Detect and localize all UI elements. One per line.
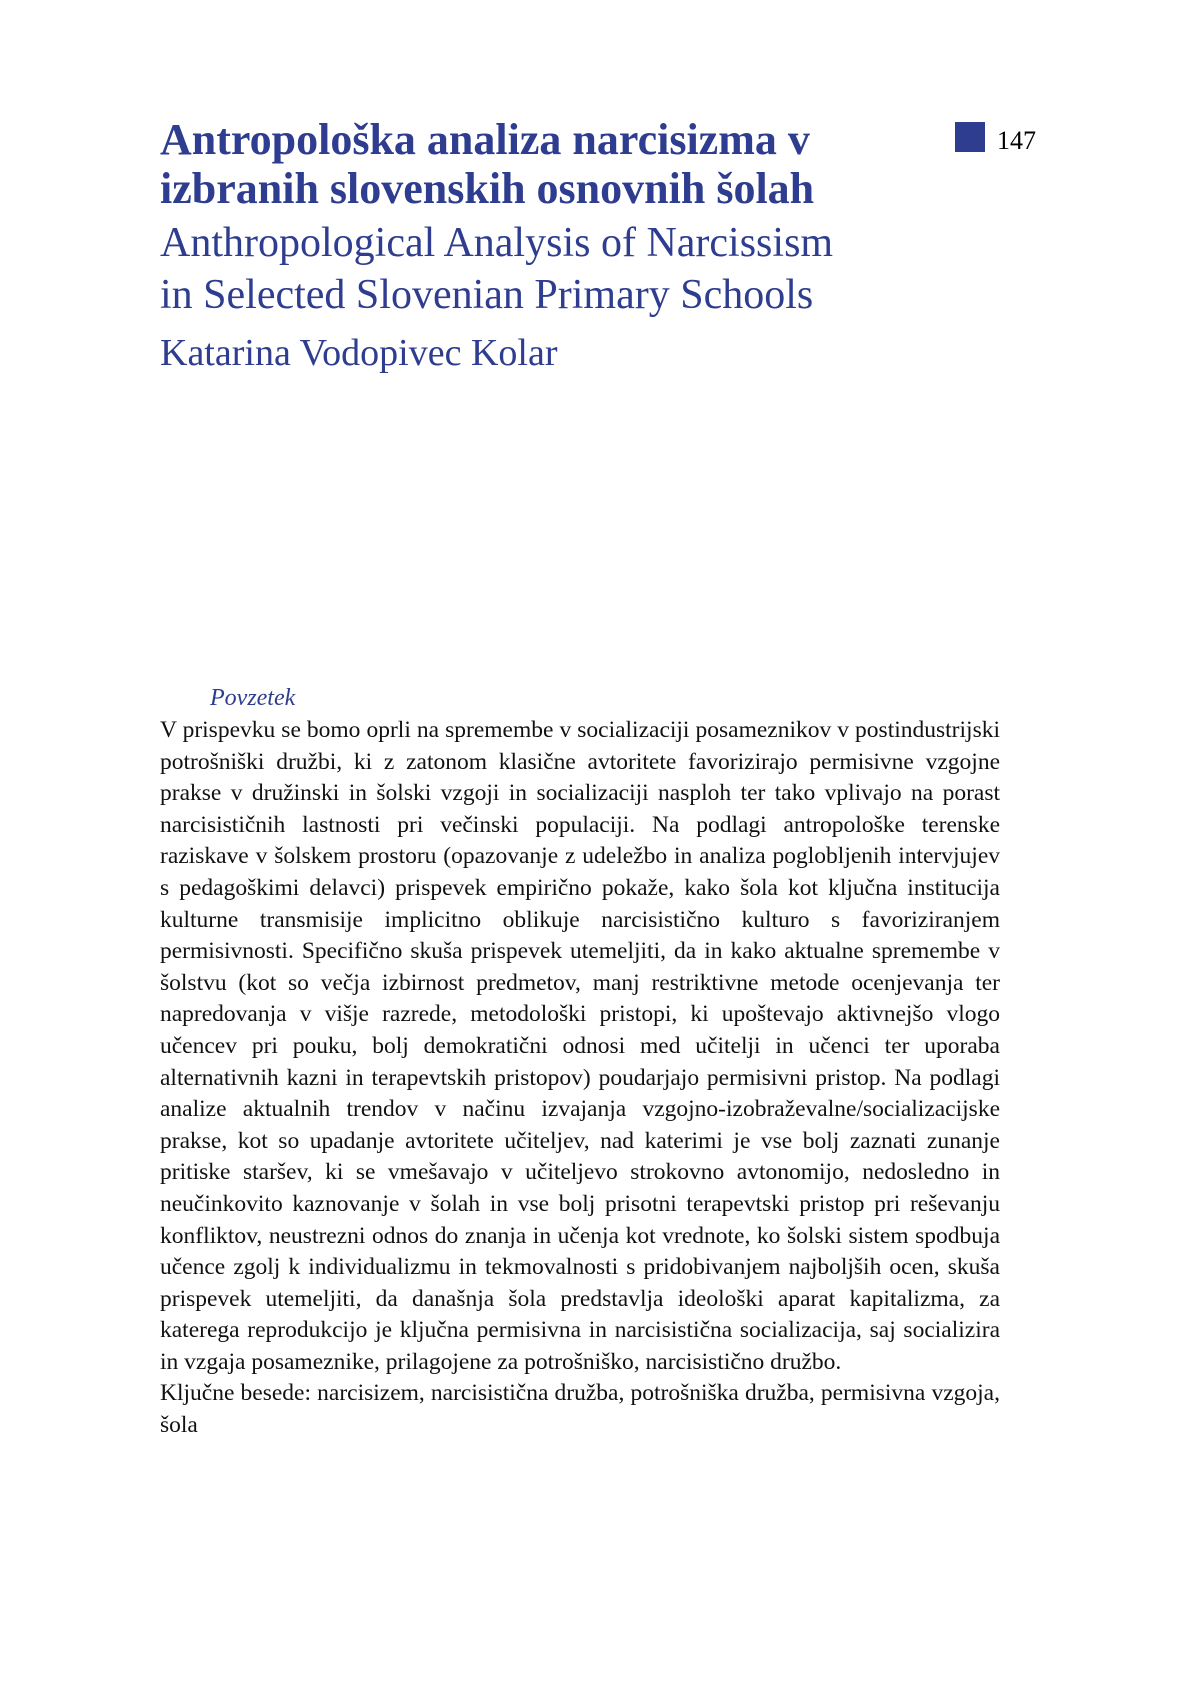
abstract bbox=[160, 683, 1000, 1442]
author-name: Katarina Vodopivec Kolar bbox=[160, 332, 558, 374]
abstract-heading: Povzetek bbox=[210, 685, 296, 711]
square-marker-icon bbox=[955, 122, 985, 152]
keywords: Ključne besede: narcisizem, narcisistična družba, potrošniška družba, permisivna vzgoja, šola bbox=[160, 1380, 1000, 1439]
page-number: 147 bbox=[997, 126, 1036, 155]
title-english: Anthropological Analysis of Narcissism in Selected Slovenian Primary Schools bbox=[160, 220, 834, 318]
page-marker bbox=[955, 122, 1036, 155]
title-block bbox=[160, 115, 860, 375]
abstract-body: V prispevku se bomo oprli na spremembe v socializaciji posameznikov v postindustrijski potrošniški družbi, ki z zatonom klasične avtoritete favorizirajo permisivne vzgojne prakse v družinski in šolski vzgoji in socializaciji nasploh ter tako vplivajo na porast narcisističnih lastnosti pri večinski populaciji. Na podlagi antropološke terenske raziskave v šolskem prostoru (opazovanje z udeležbo in analiza poglobljenih intervjujev s pedagoškimi delavci) prispevek empirično pokaže, kako šola kot ključna institucija kulturne transmisije implicitno oblikuje narcisistično kulturo s favoriziranjem permisivnosti. Specifično skuša prispevek utemeljiti, da in kako aktualne spremembe v šolstvu (kot so večja izbirnost predmetov, manj restriktivne metode ocenjevanja ter napredovanja v višje razrede, metodološki pristopi, ki upoštevajo aktivnejšo vlogo učencev pri pouku, bolj demokratični odnosi med učitelji in učenci ter uporaba alternativnih kazni in terapevtskih pristopov) poudarjajo permisivni pristop. Na podlagi analize aktualnih trendov v načinu izvajanja vzgojno-izobraževalne/socializacijske prakse, kot so upadanje avtoritete učiteljev, nad katerimi je vse bolj zaznati zunanje pritiske staršev, ki se vmešavajo v učiteljevo strokovno avtonomijo, nedosledno in neučinkovito kaznovanje v šolah in vse bolj prisotni terapevtski pristop pri reševanju konfliktov, neustrezni odnos do znanja in učenja kot vrednote, ko šolski sistem spodbuja učence zgolj k individualizmu in tekmovalnosti s pridobivanjem najboljših ocen, skuša prispevek utemeljiti, da današnja šola predstavlja ideološki aparat kapitalizma, za katerega reprodukcijo je ključna permisivna in narcisistična socializacija, saj socializira in vzgaja posameznike, prilagojene za potrošniško, narcisistično družbo. bbox=[160, 717, 1000, 1375]
title-slovenian: Antropološka analiza narcisizma v izbranih slovenskih osnovnih šolah bbox=[160, 115, 815, 213]
